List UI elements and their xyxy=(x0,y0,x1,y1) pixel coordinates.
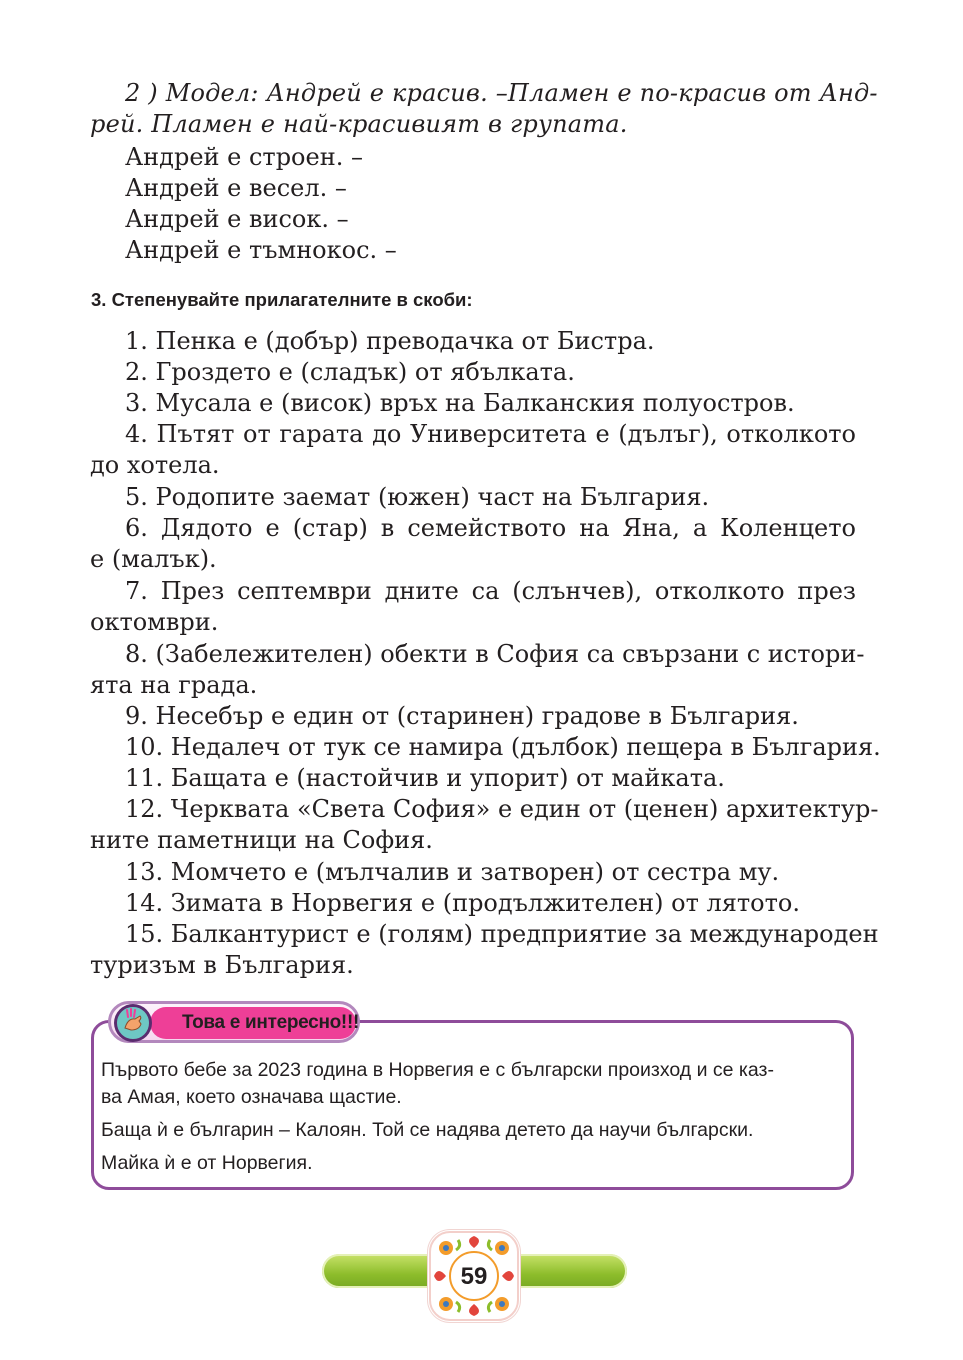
exercise-item xyxy=(90,419,856,481)
exercise-item xyxy=(90,794,879,856)
exercise-item xyxy=(90,732,881,763)
exercise-item xyxy=(90,576,856,638)
exercise-item xyxy=(90,701,856,732)
model-line-2: рей. Пламен е най-красивият в групата. xyxy=(90,110,628,138)
sentence: Андрей е строен. – xyxy=(125,143,363,171)
item-text: 11. Бащата е (настойчив и упорит) от майката. xyxy=(125,764,725,792)
exclamation-hand-icon xyxy=(114,1004,152,1042)
sentence: Андрей е весел. – xyxy=(125,174,347,202)
exercise-item xyxy=(90,857,856,888)
item-continuation: октомври. xyxy=(90,608,219,636)
page-number: 59 xyxy=(460,1263,488,1290)
exercise-item xyxy=(90,482,856,513)
info-badge-title: Това е интересно!!! xyxy=(150,1007,356,1039)
sentence: Андрей е тъмнокос. – xyxy=(125,236,397,264)
sentence: Андрей е висок. – xyxy=(125,205,349,233)
exercise-item xyxy=(90,888,856,919)
item-text: 1. Пенка е (добър) преводачка от Бистра. xyxy=(125,327,655,355)
exercise-item xyxy=(90,388,856,419)
item-text: 3. Мусала е (висок) връх на Балканския полуостров. xyxy=(125,389,795,417)
exercise-item xyxy=(90,513,856,575)
model-line-1: 2 ) Модел: Андрей е красив. –Пламен е по-красив от Анд- xyxy=(125,79,878,107)
info-line: Майка ѝ е от Норвегия. xyxy=(101,1152,313,1174)
item-text: 15. Балкантурист е (голям) предприятие за международен xyxy=(125,920,879,948)
item-continuation: до хотела. xyxy=(90,451,220,479)
info-line: ва Амая, което означава щастие. xyxy=(101,1086,402,1108)
item-continuation: ните паметници на София. xyxy=(90,826,433,854)
sentence-list xyxy=(125,142,865,266)
exercise-item xyxy=(90,919,879,981)
exercise-item xyxy=(90,326,856,357)
exercise-item xyxy=(90,639,865,701)
item-continuation: ята на града. xyxy=(90,671,258,699)
item-text: 9. Несебър е един от (старинен) градове в България. xyxy=(125,702,799,730)
model-example xyxy=(90,78,878,140)
item-text: 5. Родопите заемат (южен) част на България. xyxy=(125,483,710,511)
item-text: 12. Черквата «Света София» е един от (ценен) архитектур- xyxy=(125,795,879,823)
item-text: 8. (Забележителен) обекти в София са свързани с истори- xyxy=(125,640,865,668)
item-text: 7. През септември дните са (слънчев), отколкото през xyxy=(125,577,856,605)
info-line: Баща ѝ е българин – Калоян. Той се надява детето да научи български. xyxy=(101,1119,754,1141)
exercise-heading: 3. Степенувайте прилагателните в скоби: xyxy=(91,289,473,310)
item-text: 2. Гроздето е (сладък) от ябълката. xyxy=(125,358,575,386)
exercise-item xyxy=(90,763,856,794)
item-continuation: е (малък). xyxy=(90,545,217,573)
item-text: 4. Пътят от гарата до Университета е (дълъг), отколкото xyxy=(125,420,856,448)
info-line: Първото бебе за 2023 година в Норвегия е с български произход и се каз- xyxy=(101,1059,774,1081)
item-text: 13. Момчето е (мълчалив и затворен) от сестра му. xyxy=(125,858,780,886)
item-text: 6. Дядото е (стар) в семейството на Яна, а Коленцето xyxy=(125,514,856,542)
item-text: 10. Недалеч от тук се намира (дълбок) пещера в България. xyxy=(125,733,881,761)
item-continuation: туризъм в България. xyxy=(90,951,354,979)
item-text: 14. Зимата в Норвегия е (продължителен) от лятото. xyxy=(125,889,800,917)
exercise-item xyxy=(90,357,856,388)
